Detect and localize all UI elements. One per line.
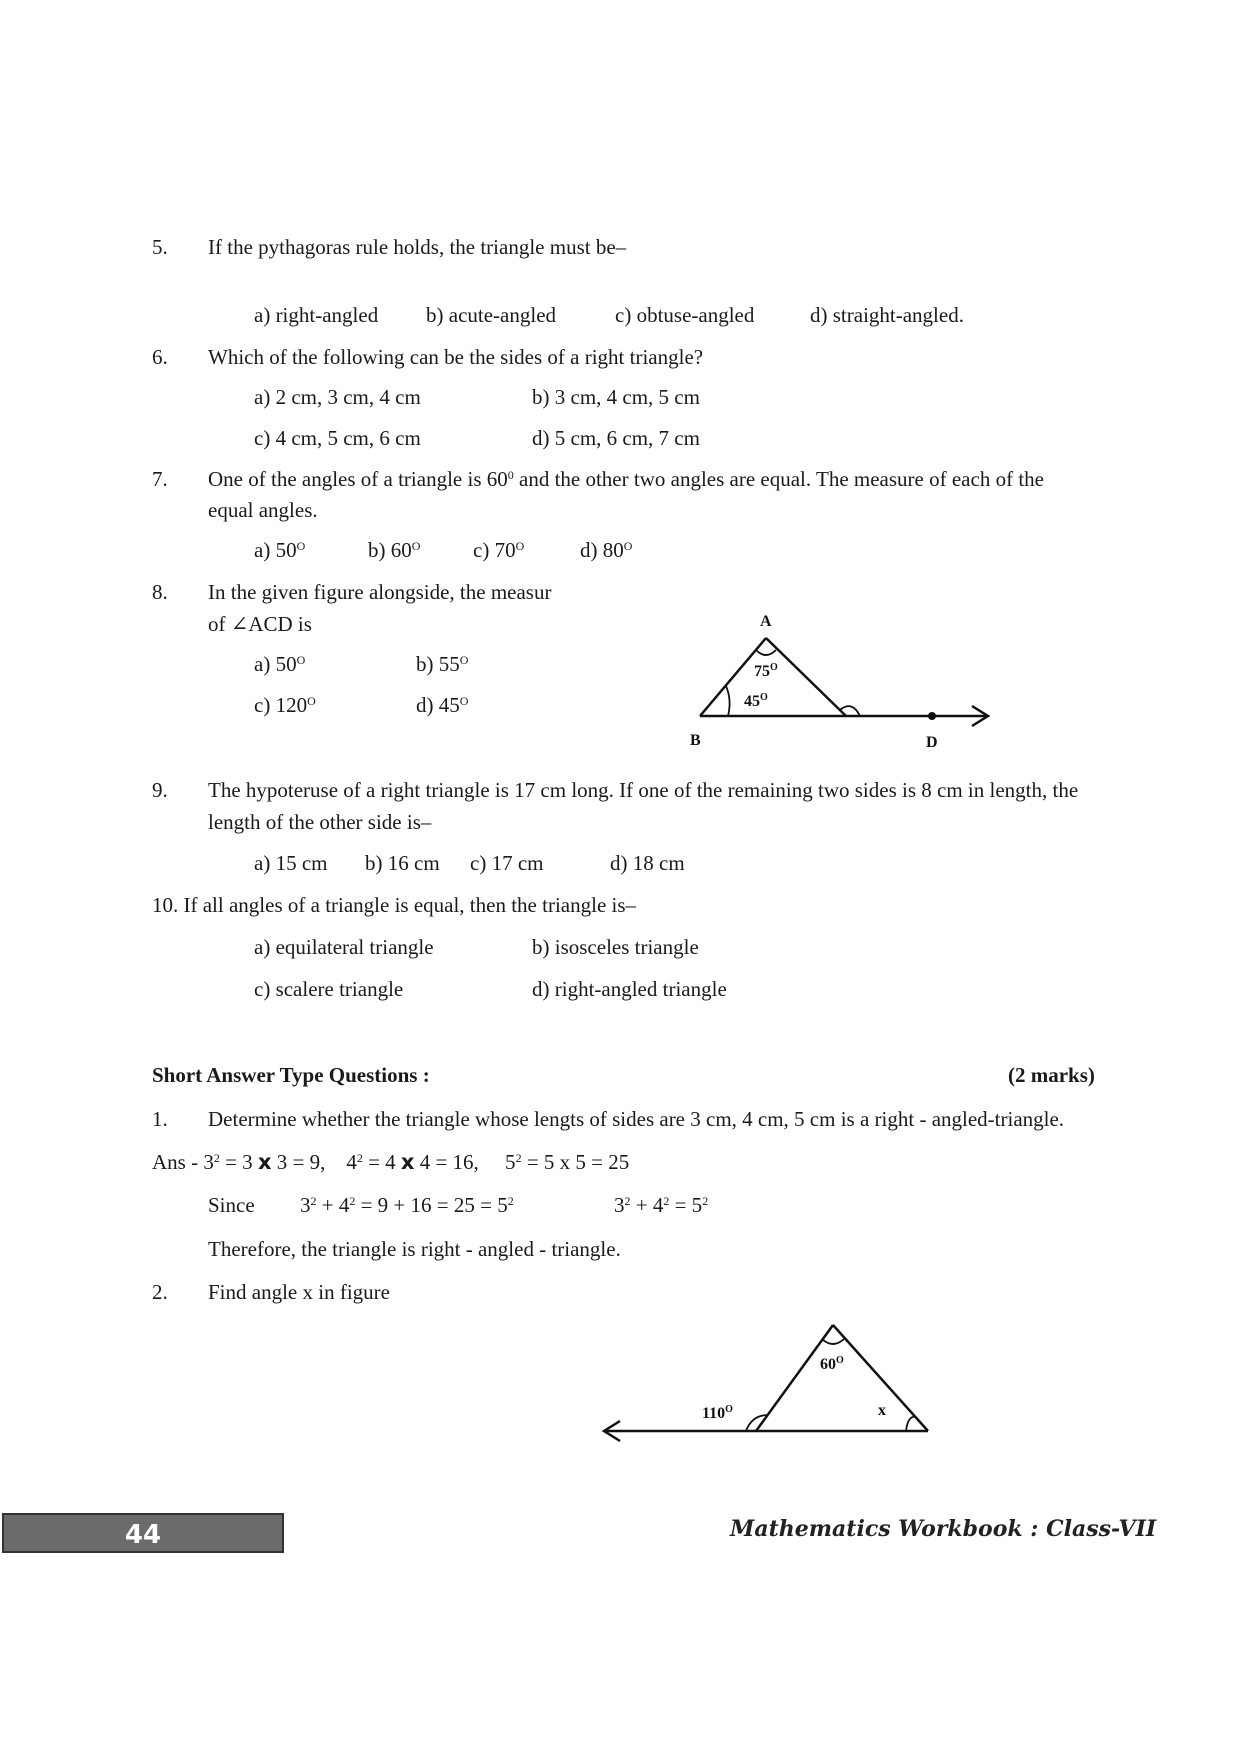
q10-option-a: a) equilateral triangle bbox=[254, 935, 434, 959]
q6-option-b: b) 3 cm, 4 cm, 5 cm bbox=[532, 385, 700, 409]
sa2-number: 2. bbox=[152, 1280, 168, 1304]
q10-option-d: d) right-angled triangle bbox=[532, 977, 727, 1001]
q8-angle-75: 75 bbox=[754, 663, 770, 680]
q8-label-a: A bbox=[760, 613, 772, 630]
sa2-text: Find angle x in figure bbox=[208, 1280, 390, 1304]
svg-text:75O: $75^O$ bbox=[754, 662, 778, 680]
q8-option-c: c) $120^O$ bbox=[254, 693, 316, 717]
sa1-equation-result: $3^2 + 4^2 = 5^2$ bbox=[614, 1193, 709, 1217]
q6-option-c: c) 4 cm, 5 cm, 6 cm bbox=[254, 426, 421, 450]
q9-option-a: a) 15 cm bbox=[254, 851, 328, 875]
q5-option-d: d) straight-angled. bbox=[810, 303, 964, 327]
q8-label-d: D bbox=[926, 734, 938, 751]
q8-option-d: d) $45^O$ bbox=[416, 693, 469, 717]
q8-text-line2: of ∠ACD is bbox=[208, 612, 312, 636]
q8-option-a: a) $50^O$ bbox=[254, 652, 306, 676]
q10-option-c: c) scalere triangle bbox=[254, 977, 404, 1001]
sa1-answer-line1: Ans - $3^2 = 3$ x 3 = 9, $4^2 = 4$ x 4 = 16, $5^2 = 5$ x 5 = 25 bbox=[152, 1150, 630, 1174]
q6-text: Which of the following can be the sides of a right triangle? bbox=[208, 345, 704, 369]
q9-option-b: b) 16 cm bbox=[365, 851, 440, 875]
q5-option-b: b) acute-angled bbox=[426, 303, 557, 327]
q9-number: 9. bbox=[152, 778, 168, 802]
q8-triangle-figure bbox=[680, 600, 1000, 760]
section-heading: Short Answer Type Questions : bbox=[152, 1063, 430, 1087]
q7-option-d: d) $80^O$ bbox=[580, 538, 633, 562]
q9-option-c: c) 17 cm bbox=[470, 851, 544, 875]
section-marks: (2 marks) bbox=[1008, 1063, 1095, 1087]
q7-option-b: b) $60^O$ bbox=[368, 538, 421, 562]
q6-number: 6. bbox=[152, 345, 168, 369]
svg-text:60O: $60^O$ bbox=[820, 1355, 844, 1373]
q9-text-line2: length of the other side is– bbox=[208, 810, 432, 834]
q6-option-a: a) 2 cm, 3 cm, 4 cm bbox=[254, 385, 421, 409]
q10-option-b: b) isosceles triangle bbox=[532, 935, 699, 959]
q7-number: 7. bbox=[152, 467, 168, 491]
q7-text: One of the angles of a triangle is $60^0$ and the other two angles are equal. The measure of each of the bbox=[208, 467, 1044, 491]
sa2-angle-60: 60 bbox=[820, 1356, 836, 1373]
sa2-triangle-figure bbox=[596, 1315, 936, 1445]
sa1-text: Determine whether the triangle whose lengts of sides are 3 cm, 4 cm, 5 cm is a right - angled-triangle. bbox=[208, 1107, 1065, 1131]
svg-text:110O: $110^O$ bbox=[702, 1404, 733, 1422]
sa2-angle-110: 110 bbox=[702, 1405, 726, 1422]
footer-title: Mathematics Workbook : Class-VII bbox=[730, 1516, 1157, 1542]
sa2-angle-x: x bbox=[878, 1402, 886, 1419]
page-number-box: 44 bbox=[2, 1513, 284, 1553]
sa1-therefore: Therefore, the triangle is right - angled - triangle. bbox=[208, 1237, 621, 1261]
q8-option-b: b) $55^O$ bbox=[416, 652, 469, 676]
q9-option-d: d) 18 cm bbox=[610, 851, 685, 875]
sa1-equation: $3^2 + 4^2 = 9 + 16 = 25 = 5^2$ bbox=[300, 1193, 514, 1217]
q7-option-c: c) $70^O$ bbox=[473, 538, 525, 562]
q10-text: 10. If all angles of a triangle is equal, then the triangle is– bbox=[152, 893, 637, 917]
q5-number: 5. bbox=[152, 235, 168, 259]
q5-text: If the pythagoras rule holds, the triangle must be– bbox=[208, 235, 627, 259]
q8-angle-45: 45 bbox=[744, 693, 760, 710]
svg-text:45O: $45^O$ bbox=[744, 692, 768, 710]
q8-label-b: B bbox=[690, 732, 701, 749]
q9-text: The hypoteruse of a right triangle is 17 cm long. If one of the remaining two sides is 8 cm in length, the bbox=[208, 778, 1079, 802]
q5-option-c: c) obtuse-angled bbox=[615, 303, 755, 327]
q6-option-d: d) 5 cm, 6 cm, 7 cm bbox=[532, 426, 700, 450]
q7-text-line2: equal angles. bbox=[208, 498, 318, 522]
q8-number: 8. bbox=[152, 580, 168, 604]
q8-text: In the given figure alongside, the measur bbox=[208, 580, 552, 604]
sa1-since-label: Since bbox=[208, 1193, 255, 1217]
q7-option-a: a) $50^O$ bbox=[254, 538, 306, 562]
q5-option-a: a) right-angled bbox=[254, 303, 379, 327]
sa1-number: 1. bbox=[152, 1107, 168, 1131]
